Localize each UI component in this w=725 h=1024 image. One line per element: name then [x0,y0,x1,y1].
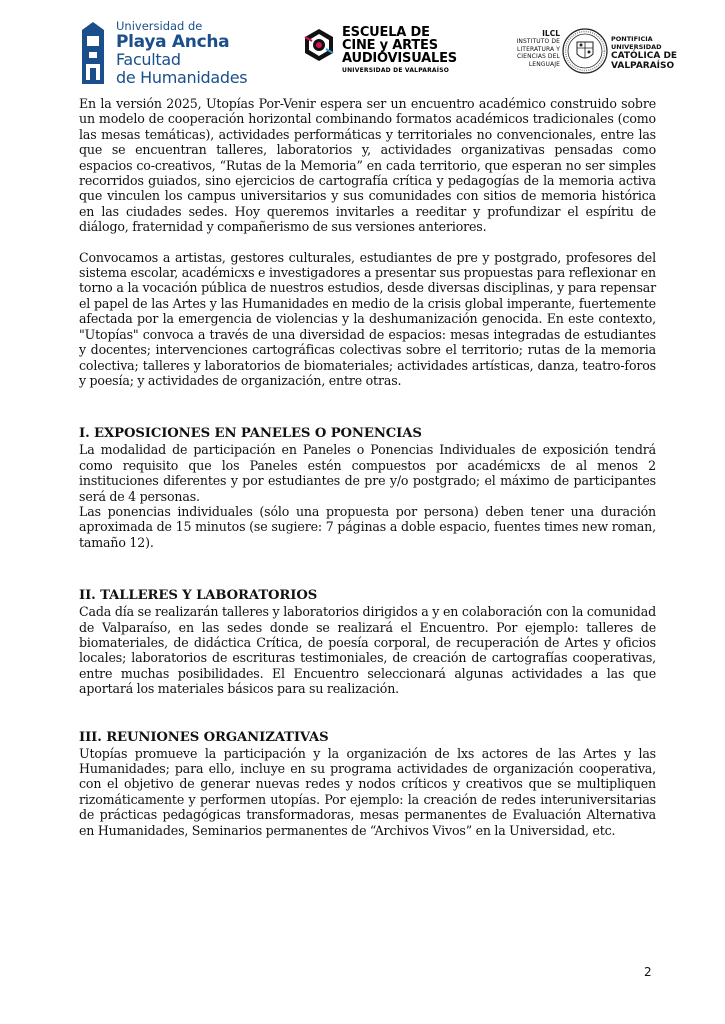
upla-line2: Playa Ancha [116,32,230,52]
cine-line4: UNIVERSIDAD DE VALPARAÍSO [342,67,450,74]
puc-line4: VALPARAÍSO [611,61,675,71]
section-title-exposiciones: I. EXPOSICIONES EN PANELES O PONENCIAS [79,426,422,442]
ilcl-line2: LITERATURA Y [517,45,560,53]
puc-line2: UNIVERSIDAD [611,42,662,51]
section-talleres-paragraph: Cada día se realizarán talleres y laboratorios dirigidos a y en colaboración con la comunidad de Valparaíso, en las sedes donde se realizará el Encuentro. Por ejemplo: talleres de biomateriales, de didáctica Crítica, de poesía corporal, de recuperación de Artes y oficios locales; laboratorios de escrituras testimoniales, de creación de cartografías cooperativas, entre muchas posibilidades. El Encuentro seleccionará algunas actividades a las que aportará los materiales básicos para su realización. [79,604,656,697]
upla-line3: Facultad [116,50,181,69]
ilcl-line4: LENGUAJE [528,60,560,68]
lighthouse-icon [78,22,108,84]
document-body [79,96,656,838]
ilcl-line1: INSTITUTO DE [516,38,560,45]
cine-line3: AUDIOVISUALES [342,51,457,66]
section-exposiciones-paragraph-1: La modalidad de participación en Paneles o Ponencias Individuales de exposición tendrá como requisito que los Paneles estén compuestos por académicxs de al menos 2 instituciones diferentes y por estudiantes de pre y/o postgrado; el máximo de participantes será de 4 personas. [79,442,656,504]
cine-line1: ESCUELA DE [342,25,430,40]
puc-line1: PONTIFICIA [611,35,653,43]
aperture-icon [302,28,336,62]
section-title-reuniones: III. REUNIONES ORGANIZATIVAS [79,729,329,745]
page-number: 2 [644,965,652,979]
upla-line1: Universidad de [116,19,203,33]
upla-logo [78,19,253,88]
upla-line4: de Humanidades [116,68,248,87]
section-reuniones-paragraph: Utopías promueve la participación y la organización de lxs actores de las Artes y las Humanidades; para ello, incluye en su programa actividades de organización cooperativa, con el objetivo de generar nuevas redes y nodos críticos y creativos que se multipliquen rizomáticamente y performen utopías. Por ejemplo: la creación de redes interuniversitarias de prácticas pedagógicas transformadoras, mesas permanentes de Evaluación Alternativa en Humanidades, Seminarios permanentes de “Archivos Vivos” en la Universidad, etc. [79,745,656,838]
intro-paragraph-2: Convocamos a artistas, gestores culturales, estudiantes de pre y postgrado, profesores del sistema escolar, académicxs e investigadores a presentar sus propuestas para reflexionar en torno a la vocación pública de nuestros estudios, desde diversas disciplinas, y para repensar el papel de las Artes y las Humanidades en medio de la crisis global imperante, fuertemente afectada por la emergencia de violencias y la deshumanización genocida. En este contexto, "Utopías" convoca a través de una diversidad de espacios: mesas integradas de estudiantes y docentes; intervenciones cartográficas colectivas sobre el territorio; rutas de la memoria colectiva; talleres y laboratorios de biomateriales; actividades artísticas, danza, teatro-foros y poesía; y actividades de organización, entre otras. [79,249,656,388]
ilcl-acronym: ILCL [542,29,560,38]
puc-logo [611,36,691,71]
section-exposiciones-paragraph-2: Las ponencias individuales (sólo una propuesta por persona) deben tener una duración aproximada de 15 minutos (se sugiere: 7 páginas a doble espacio, fuentes times new roman, tamaño 12). [79,503,656,550]
ilcl-logo [500,30,560,80]
page-header [0,14,725,94]
intro-paragraph-1: En la versión 2025, Utopías Por-Venir espera ser un encuentro académico construido sobre un modelo de cooperación horizontal combinando formatos académicos tradicionales (como las mesas temáticas), actividades performáticas y territoriales no convencionales, entre las que se encuentran talleres, laboratorios y, actividades organizativas pensadas como espacios co-creativos, “Rutas de la Memoria” en cada territorio, que esperan no ser simples recorridos guiados, sino ejercicios de cartografía crítica y pedagogías de la memoria activa que vinculen los campus universitarios y sus comunidades con sitios de memoria histórica en las ciudades sedes. Hoy queremos invitarles a reeditar y profundizar el espíritu de diálogo, fraternidad y compañerismo de sus versiones anteriores. [79,96,656,235]
section-title-talleres: II. TALLERES Y LABORATORIOS [79,588,318,604]
ilcl-line3: CIENCIAS DEL [517,53,560,60]
cine-line2: CINE y ARTES [342,38,438,53]
cine-logo [302,25,457,86]
puc-line3: CATÓLICA DE [611,51,678,61]
university-seal-icon [562,28,608,74]
